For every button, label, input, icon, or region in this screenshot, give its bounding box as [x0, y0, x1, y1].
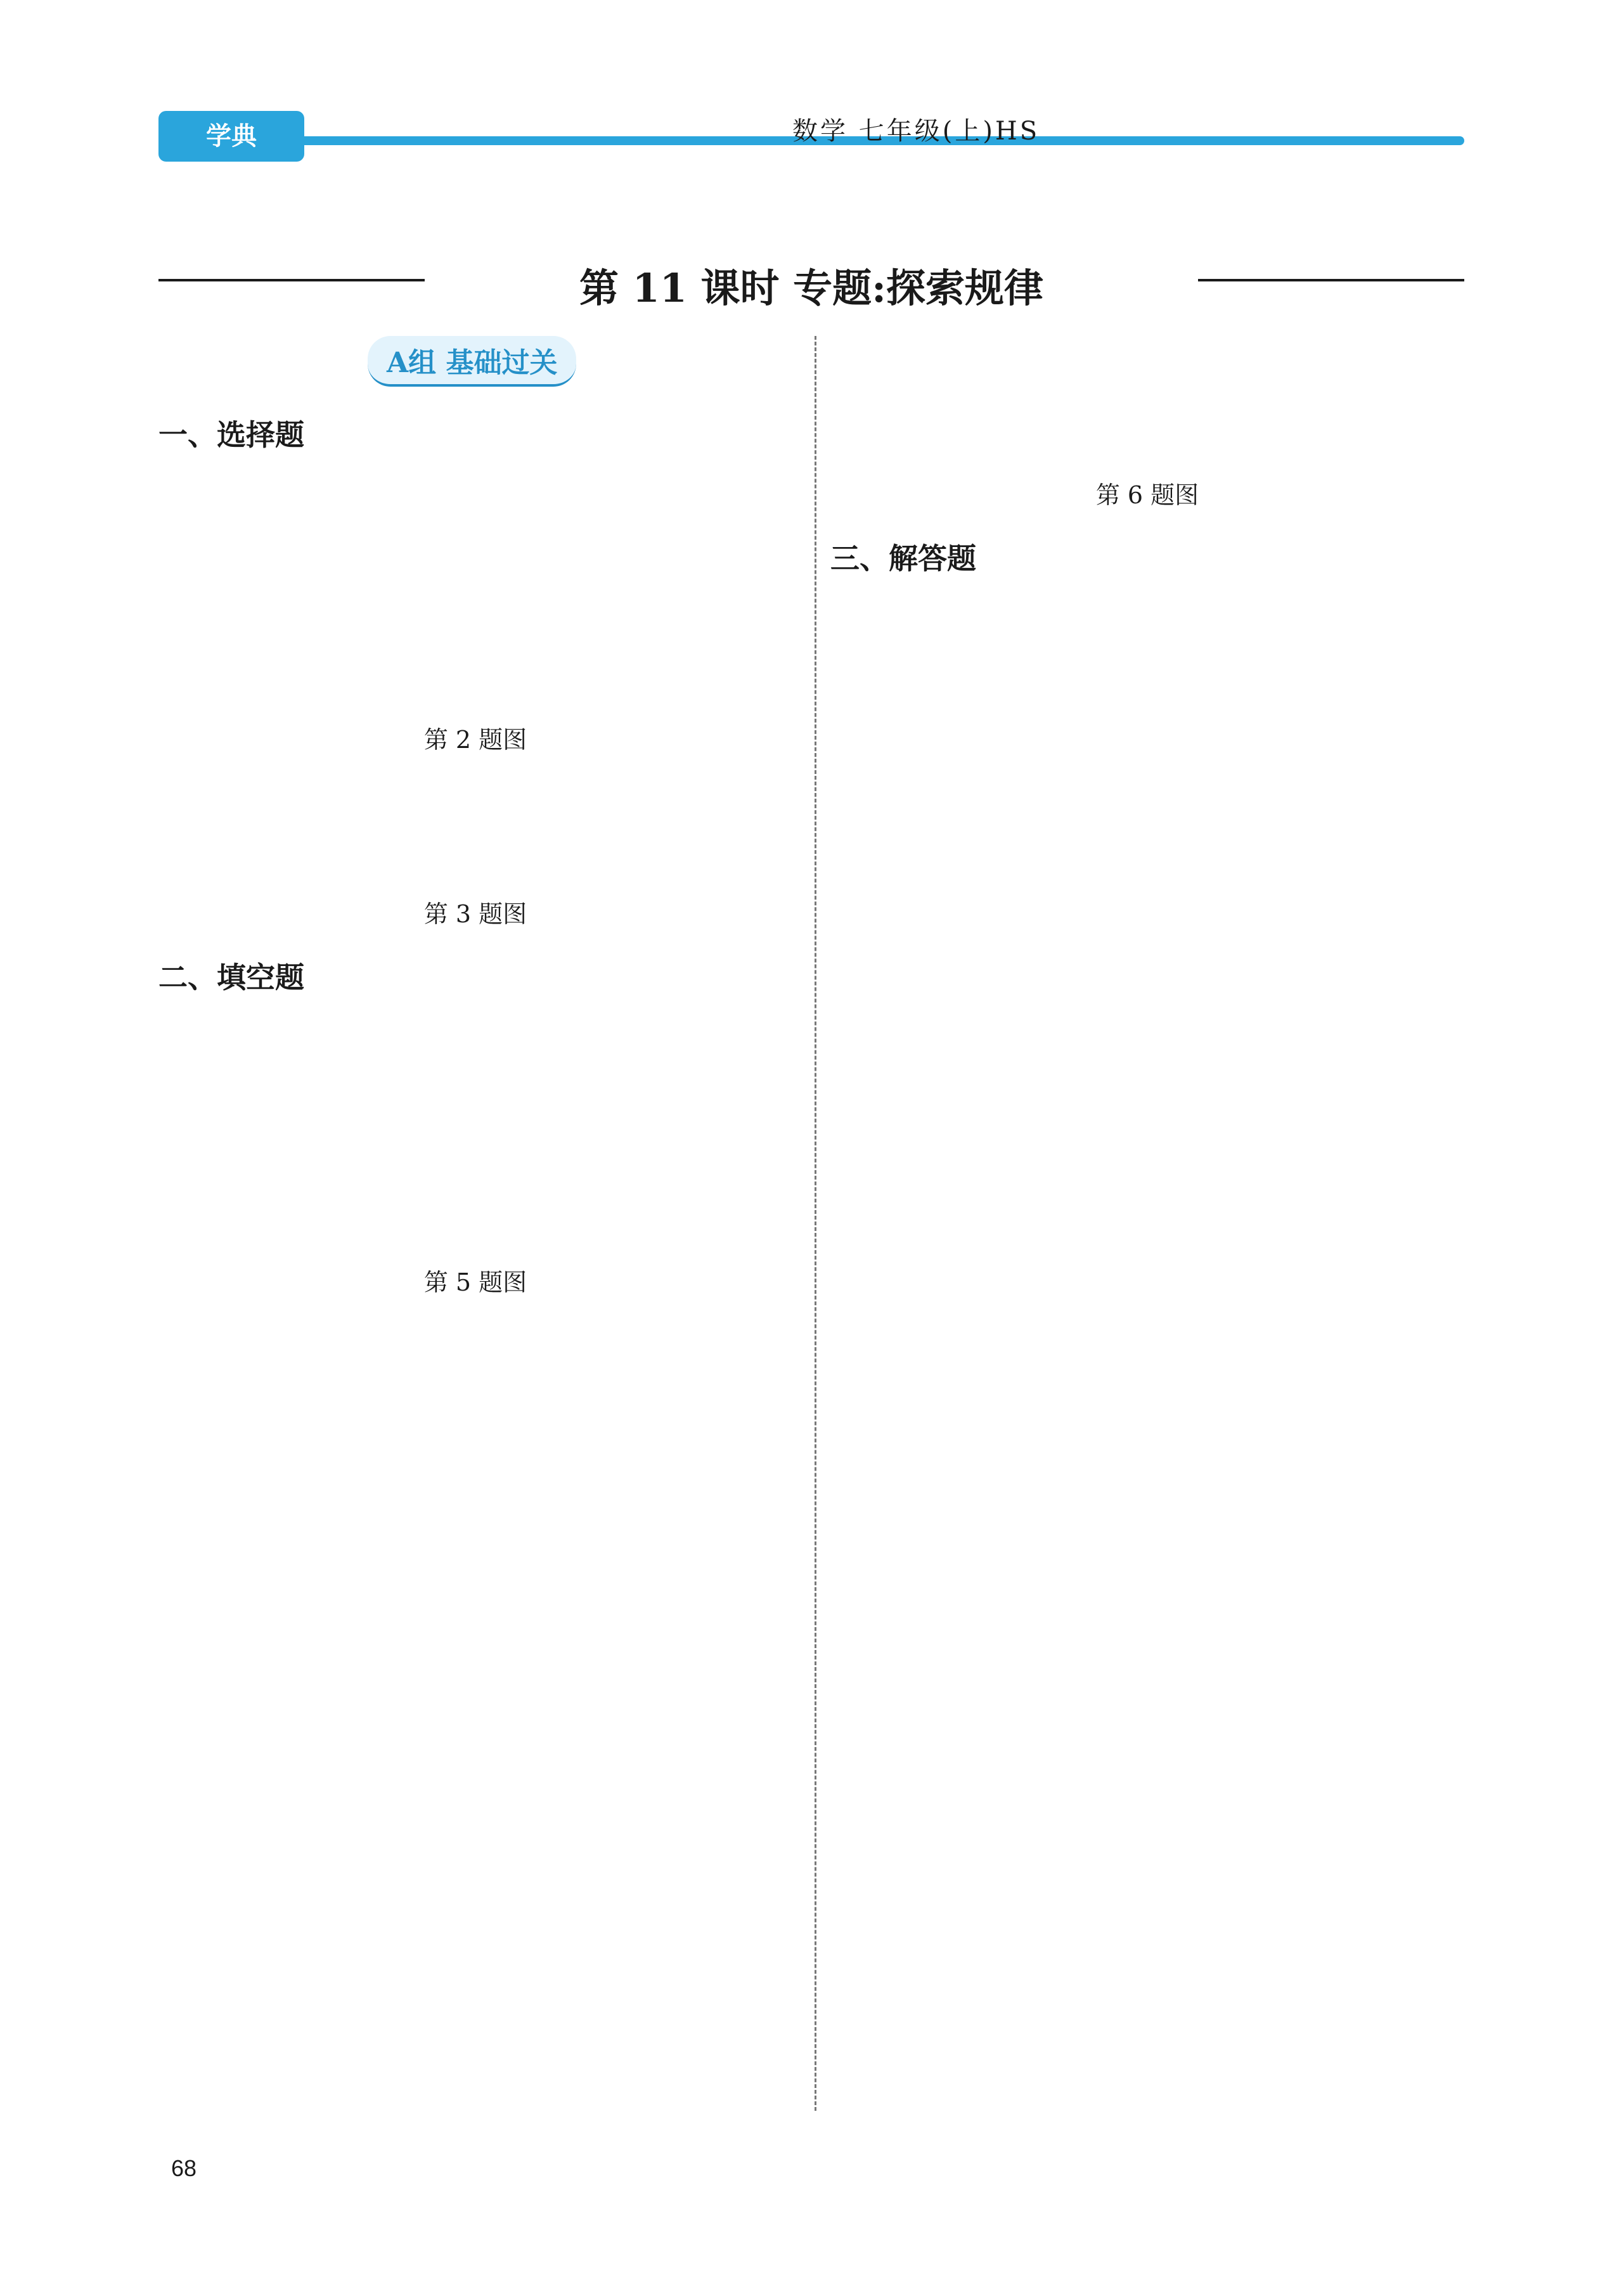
question-2 [158, 581, 792, 707]
figure-3-caption: 第 3 题图 [423, 900, 527, 928]
group-a-badge: A组 基础过关 [368, 336, 576, 387]
figure-5-caption: 第 5 题图 [423, 1268, 527, 1296]
lesson-title: 第 11 课时 专题:探索规律 [579, 265, 1043, 311]
left-column [158, 336, 792, 1298]
question-1 [158, 454, 792, 581]
question-6 [830, 336, 1464, 463]
figure-6-caption: 第 6 题图 [1095, 481, 1199, 509]
column-divider [815, 336, 816, 2111]
brand-logo: 学典 [158, 111, 304, 162]
question-5 [158, 1123, 792, 1250]
page-header [158, 111, 1464, 168]
question-8 [830, 704, 1464, 831]
subject-label: 数学 七年级(上)HS [792, 117, 1040, 146]
right-column [830, 336, 1464, 831]
section-choice: 一、选择题 [158, 418, 304, 452]
section-answer: 三、解答题 [830, 541, 976, 576]
figure-2-caption: 第 2 题图 [423, 726, 527, 754]
lesson-title-row [158, 254, 1464, 311]
question-3 [158, 755, 792, 882]
title-rule-right [1198, 279, 1464, 281]
page-number: 68 [171, 2155, 197, 2181]
question-7 [830, 577, 1464, 704]
section-fill: 二、填空题 [158, 960, 304, 995]
question-4 [158, 996, 792, 1123]
